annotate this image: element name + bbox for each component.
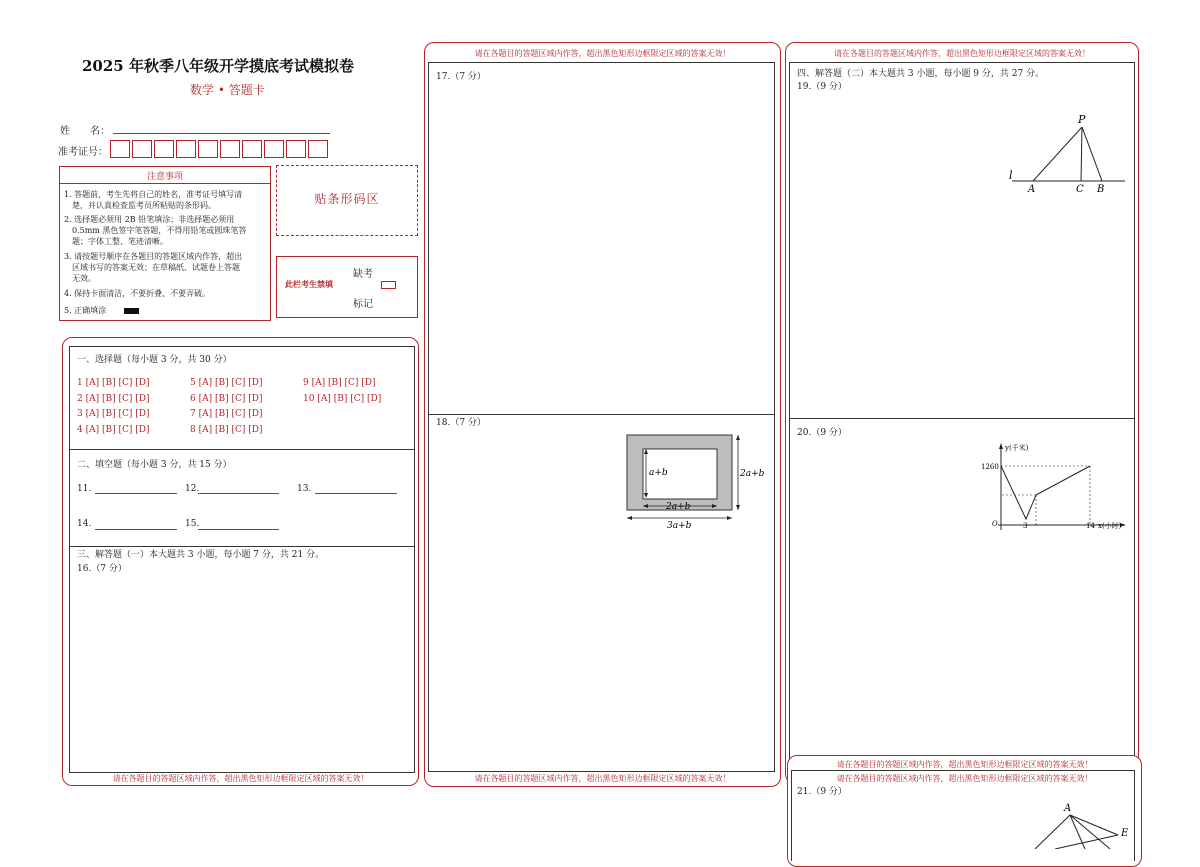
- notes-item: 1. 答题前，考生先将自己的姓名，准考证号填写清: [64, 190, 243, 199]
- fig18-outer-h: 2a+b: [740, 469, 765, 479]
- absent-mark-box: [276, 256, 418, 318]
- choice-row-2[interactable]: 2 [A] [B] [C] [D]: [77, 394, 150, 404]
- point-e-label: E: [1121, 828, 1129, 839]
- section1-title: 一、选择题（每小题 3 分，共 30 分）: [77, 355, 232, 365]
- line-l-label: l: [1009, 169, 1013, 182]
- point-p-label: P: [1078, 113, 1086, 126]
- notes-title: 注意事项: [146, 172, 183, 182]
- id-cell[interactable]: [264, 140, 284, 158]
- x-tick-3: 3: [1023, 522, 1028, 530]
- choice-row-5[interactable]: 5 [A] [B] [C] [D]: [190, 378, 263, 388]
- section3-title: 三、解答题（一）本大题共 3 小题，每小题 7 分，共 21 分。: [77, 550, 325, 560]
- exam-id-label: 准考证号：: [58, 147, 108, 158]
- figure-19: [1000, 110, 1130, 200]
- fig18-outer-w: 3a+b: [667, 521, 692, 531]
- id-cell[interactable]: [132, 140, 152, 158]
- question-21-label: 21.（9 分）: [797, 787, 847, 797]
- fig18-inner-w: 2a+b: [666, 502, 691, 512]
- question-16-label: 16.（7 分）: [77, 564, 127, 574]
- warning-bottom-right-2: 请在各题目的答题区域内作答，超出黑色矩形边框限定区域的答案无效！: [836, 774, 1093, 783]
- notes-item: 区域书写的答案无效；在草稿纸、试题卷上答题: [64, 263, 240, 272]
- choice-row-9[interactable]: 9 [A] [B] [C] [D]: [303, 378, 376, 388]
- notes-item: 4. 保持卡面清洁，不要折叠、不要弄破。: [64, 289, 211, 298]
- blank-12-number: 12.: [185, 484, 200, 494]
- name-label: 姓 名：: [60, 126, 110, 137]
- id-cell[interactable]: [308, 140, 328, 158]
- blank-13-line[interactable]: [315, 493, 397, 494]
- choice-row-4[interactable]: 4 [A] [B] [C] [D]: [77, 425, 150, 435]
- x-tick-14: 14: [1086, 522, 1095, 530]
- blank-14-number: 14.: [77, 519, 92, 529]
- choice-row-1[interactable]: 1 [A] [B] [C] [D]: [77, 378, 150, 388]
- question-17-label: 17.（7 分）: [436, 72, 486, 82]
- blank-11-number: 11.: [77, 484, 92, 494]
- barcode-label: 贴条形码区: [314, 192, 380, 206]
- choice-row-3[interactable]: 3 [A] [B] [C] [D]: [77, 409, 150, 419]
- section4-title: 四、解答题（二）本大题共 3 小题，每小题 9 分，共 27 分。: [797, 69, 1045, 79]
- name-field[interactable]: [113, 133, 330, 134]
- point-a-label: A: [1028, 184, 1036, 195]
- blank-13-number: 13.: [297, 484, 312, 494]
- choice-row-8[interactable]: 8 [A] [B] [C] [D]: [190, 425, 263, 435]
- absent-checkbox[interactable]: [381, 281, 396, 289]
- warning-right-top: 请在各题目的答题区域内作答，超出黑色矩形边框限定区域的答案无效！: [834, 49, 1090, 58]
- notes-item: 无效。: [64, 274, 96, 283]
- id-cell[interactable]: [176, 140, 196, 158]
- blank-15-line[interactable]: [198, 529, 279, 530]
- point-a-label: A: [1064, 803, 1072, 814]
- choice-row-10[interactable]: 10 [A] [B] [C] [D]: [303, 394, 382, 404]
- id-cell[interactable]: [242, 140, 262, 158]
- point-c-label: C: [1076, 184, 1084, 195]
- notes-box: [59, 166, 271, 321]
- barcode-area: [276, 165, 418, 236]
- warning-middle-top: 请在各题目的答题区域内作答，超出黑色矩形边框限定区域的答案无效！: [474, 49, 731, 58]
- blank-12-line[interactable]: [198, 493, 279, 494]
- page-subtitle: 数学 • 答题卡: [190, 83, 265, 97]
- question-20-label: 20.（9 分）: [797, 428, 847, 438]
- absent-note: 此栏考生禁填: [285, 279, 333, 289]
- notes-item: 2. 选择题必须用 2B 铅笔填涂；非选择题必须用: [64, 215, 235, 224]
- y-value-label: 1260: [981, 463, 999, 471]
- x-axis-label: x(小时): [1098, 522, 1122, 530]
- fig18-inner-h: a+b: [649, 468, 668, 478]
- y-axis-label: y(千米): [1005, 444, 1029, 452]
- blank-14-line[interactable]: [95, 529, 177, 530]
- id-cell[interactable]: [220, 140, 240, 158]
- figure-20: [978, 440, 1130, 545]
- origin-label: O: [992, 520, 998, 528]
- blank-11-line[interactable]: [95, 493, 177, 494]
- section2-title: 二、填空题（每小题 3 分，共 15 分）: [77, 460, 232, 470]
- absent-label-1: 缺考: [353, 269, 373, 280]
- question-19-label: 19.（9 分）: [797, 82, 847, 92]
- warning-bottom-right-1: 请在各题目的答题区域内作答，超出黑色矩形边框限定区域的答案无效！: [836, 760, 1093, 769]
- question-18-label: 18.（7 分）: [436, 418, 486, 428]
- notes-item: 楚，并认真检查监考员所粘贴的条形码。: [64, 201, 216, 210]
- choice-row-7[interactable]: 7 [A] [B] [C] [D]: [190, 409, 263, 419]
- page-title: 2025 年秋季八年级开学摸底考试模拟卷: [82, 57, 354, 75]
- blank-15-number: 15.: [185, 519, 200, 529]
- fill-example-label: 5. 正确填涂: [64, 306, 107, 315]
- id-cell[interactable]: [110, 140, 130, 158]
- choice-row-6[interactable]: 6 [A] [B] [C] [D]: [190, 394, 263, 404]
- figure-18: [620, 428, 770, 533]
- segment-pa: [1033, 127, 1082, 181]
- notes-item: 3. 请按题号顺序在各题目的答题区域内作答，超出: [64, 252, 243, 261]
- id-cell[interactable]: [154, 140, 174, 158]
- fill-example-mark: [124, 308, 139, 314]
- warning-middle-bottom: 请在各题目的答题区域内作答，超出黑色矩形边框限定区域的答案无效！: [474, 774, 731, 783]
- figure-21: [1020, 800, 1135, 849]
- absent-label-2: 标记: [353, 299, 373, 310]
- point-b-label: B: [1097, 184, 1105, 195]
- graph-line: [1001, 466, 1090, 519]
- notes-item: 题；字体工整、笔迹清晰。: [64, 237, 168, 246]
- id-cell[interactable]: [286, 140, 306, 158]
- notes-item: 0.5mm 黑色签字笔答题，不得用铅笔或圆珠笔答: [64, 226, 247, 235]
- segment-pc: [1081, 127, 1082, 181]
- id-cell[interactable]: [198, 140, 218, 158]
- segment-pb: [1082, 127, 1102, 181]
- warning-left: 请在各题目的答题区域内作答，超出黑色矩形边框限定区域的答案无效！: [112, 774, 369, 783]
